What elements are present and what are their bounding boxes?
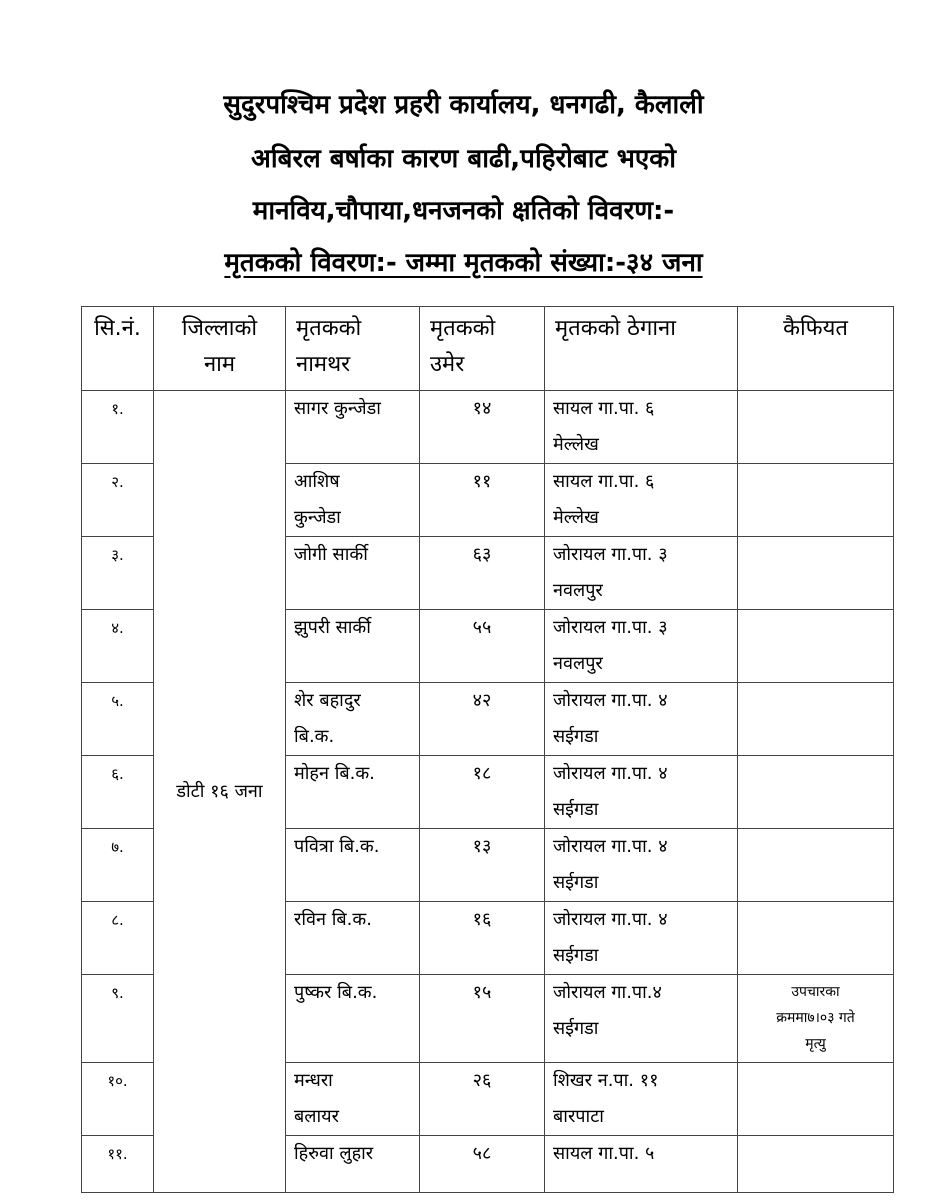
cell-name: झुपरी सार्की	[286, 610, 420, 683]
cell-sn: १.	[82, 391, 154, 464]
table-row	[82, 391, 894, 464]
cell-age: १६	[420, 902, 545, 975]
cell-remarks: उपचारका क्रममा७।०३ गते मृत्यु	[738, 975, 894, 1063]
report-subtitle: अबिरल बर्षाका कारण बाढी,पहिरोबाट भएको	[251, 144, 676, 174]
cell-age: १८	[420, 756, 545, 829]
header-district: जिल्लाको नाम	[154, 307, 286, 391]
cell-name: रविन बि.क.	[286, 902, 420, 975]
cell-address: जोरायल गा.पा. ४ सईगडा	[545, 829, 738, 902]
deceased-summary-heading: मृतकको विवरण:- जम्मा मृतकको संख्या:-३४ जना	[224, 248, 703, 278]
cell-remarks	[738, 683, 894, 756]
cell-name: सागर कुन्जेडा	[286, 391, 420, 464]
cell-age: २६	[420, 1063, 545, 1136]
header-age: मृतकको उमेर	[420, 307, 545, 391]
cell-name: पुष्कर बि.क.	[286, 975, 420, 1063]
cell-sn: ७.	[82, 829, 154, 902]
cell-remarks	[738, 610, 894, 683]
cell-address: सायल गा.पा. ६ मेल्लेख	[545, 464, 738, 537]
deceased-table	[81, 306, 894, 1193]
cell-sn: ८.	[82, 902, 154, 975]
cell-age: ५५	[420, 610, 545, 683]
header-remarks: कैफियत	[738, 307, 894, 391]
header-sn: सि.नं.	[82, 307, 154, 391]
cell-sn: ६.	[82, 756, 154, 829]
cell-age: १५	[420, 975, 545, 1063]
cell-address: शिखर न.पा. ११ बारपाटा	[545, 1063, 738, 1136]
cell-name: मन्धरा बलायर	[286, 1063, 420, 1136]
office-title: सुदुरपश्चिम प्रदेश प्रहरी कार्यालय, धनगढी, कैलाली	[223, 90, 704, 120]
cell-address: जोरायल गा.पा.४ सईगडा	[545, 975, 738, 1063]
cell-address: सायल गा.पा. ६ मेल्लेख	[545, 391, 738, 464]
cell-sn: ४.	[82, 610, 154, 683]
cell-age: ६३	[420, 537, 545, 610]
cell-address: जोरायल गा.पा. ४ सईगडा	[545, 756, 738, 829]
cell-sn: ११.	[82, 1136, 154, 1193]
cell-sn: २.	[82, 464, 154, 537]
cell-sn: ९.	[82, 975, 154, 1063]
header-name: मृतकको नामथर	[286, 307, 420, 391]
cell-remarks	[738, 829, 894, 902]
cell-name: आशिष कुन्जेडा	[286, 464, 420, 537]
table-header-row	[82, 307, 894, 391]
cell-address: जोरायल गा.पा. ३ नवलपुर	[545, 537, 738, 610]
cell-sn: १०.	[82, 1063, 154, 1136]
cell-address: जोरायल गा.पा. ४ सईगडा	[545, 683, 738, 756]
cell-name: हिरुवा लुहार	[286, 1136, 420, 1193]
cell-remarks	[738, 537, 894, 610]
cell-address: सायल गा.पा. ५	[545, 1136, 738, 1193]
cell-name: जोगी सार्की	[286, 537, 420, 610]
cell-sn: ३.	[82, 537, 154, 610]
cell-age: ४२	[420, 683, 545, 756]
cell-name: मोहन बि.क.	[286, 756, 420, 829]
cell-age: १३	[420, 829, 545, 902]
cell-remarks	[738, 902, 894, 975]
cell-address: जोरायल गा.पा. ३ नवलपुर	[545, 610, 738, 683]
cell-remarks	[738, 391, 894, 464]
cell-remarks	[738, 756, 894, 829]
cell-name: पवित्रा बि.क.	[286, 829, 420, 902]
cell-age: १४	[420, 391, 545, 464]
cell-age: ११	[420, 464, 545, 537]
cell-remarks	[738, 464, 894, 537]
cell-address: जोरायल गा.पा. ४ सईगडा	[545, 902, 738, 975]
cell-remarks	[738, 1063, 894, 1136]
cell-remarks	[738, 1136, 894, 1193]
header-address: मृतकको ठेगाना	[545, 307, 738, 391]
cell-sn: ५.	[82, 683, 154, 756]
report-subtitle-2: मानविय,चौपाया,धनजनको क्षतिको विवरण:-	[252, 196, 675, 226]
cell-age: ५८	[420, 1136, 545, 1193]
cell-district: डोटी १६ जना	[154, 391, 286, 1193]
cell-name: शेर बहादुर बि.क.	[286, 683, 420, 756]
